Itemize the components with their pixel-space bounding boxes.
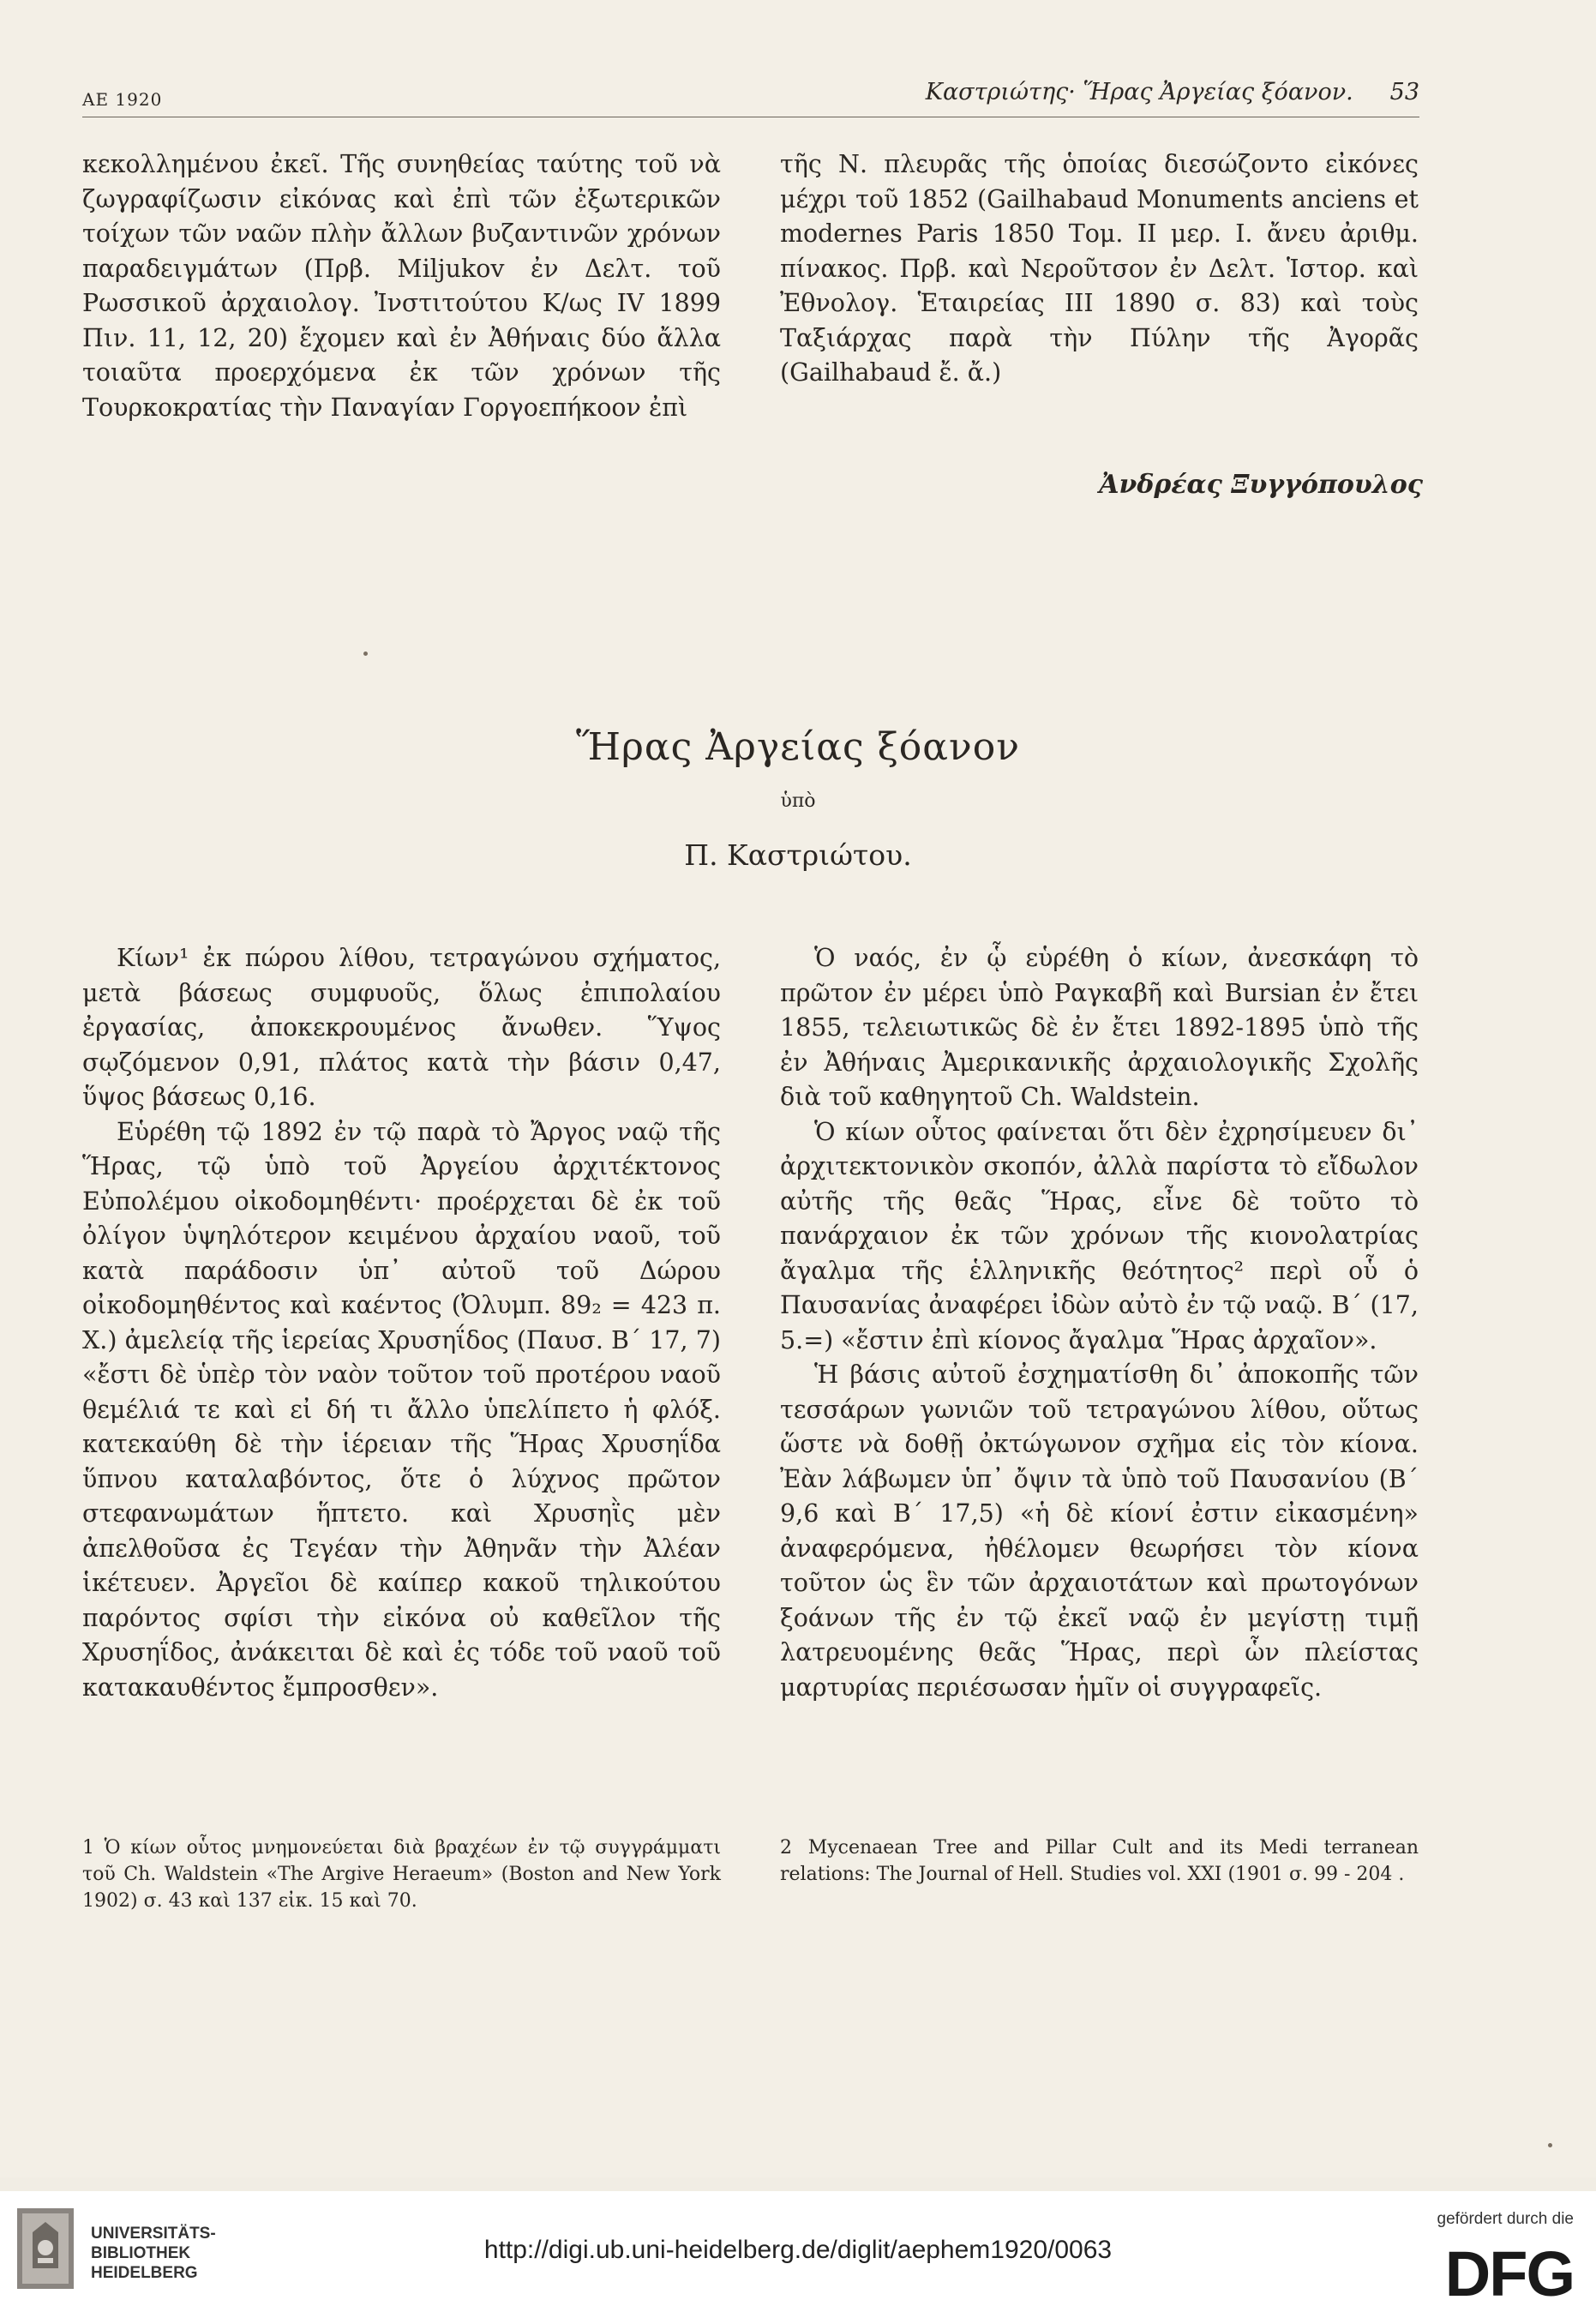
paragraph: κεκολλημένου ἐκεῖ. Τῆς συνηθείας ταύτης τοῦ νὰ ζωγραφίζωσιν εἰκόνας καὶ ἐπὶ τῶν ἐξωτερικῶν τοίχων τῶν ναῶν πλὴν ἄλλων βυζαντινῶν χρόνων παραδειγμάτων (Πρβ. Miljukov ἐν Δελτ. τοῦ Ρωσσικοῦ ἀρχαιολογ. Ἰνστιτούτου Κ/ως IV 1899 Πιν. 11, 12, 20) ἔχομεν καὶ ἐν Ἀθήναις δύο ἄλλα τοιαῦτα προερχόμενα ἐκ τῶν χρόνων τῆς Τουρκοκρατίας τὴν Παναγίαν Γοργοεπήκοον ἐπὶ [82,150,721,422]
running-header [82,79,1419,117]
digitization-footer [0,2191,1596,2324]
article-author: Π. Καστριώτου. [684,838,912,872]
speck [1548,2143,1552,2147]
footnote-2: 2 Mycenaean Tree and Pillar Cult and its Medi terranean relations: The Journal of Hell. Studies vol. XXI (1901 σ. 99 - 204 . [780,1837,1419,1885]
journal-label: ΑΕ 1920 [82,89,163,110]
paragraph: Ὁ κίων οὗτος φαίνεται ὅτι δὲν ἐχρησίμευεν δι᾽ ἀρχιτεκτονικὸν σκοπόν, ἀλλὰ παρίστα τὸ εἴδωλον αὐτῆς τῆς θεᾶς Ἥρας, εἶνε δὲ τοῦτο τὸ πανάρχαιον ἐκ τῶν χρόνων τῆς κιονολατρίας ἄγαλμα τῆς ἑλληνικῆς θεότητος² περὶ οὗ ὁ Παυσανίας ἀναφέρει ἰδὼν αὐτὸ ἐν τῷ ναῷ. Β´ (17, 5.=) «ἔστιν ἐπὶ κίονος ἄγαλμα Ἥρας ἀρχαῖον». [780,1117,1419,1354]
library-line: HEIDELBERG [91,2264,198,2282]
speck [363,652,368,656]
library-line: BIBLIOTHEK [91,2244,191,2262]
footnote-1: 1 Ὁ κίων οὗτος μνημονεύεται διὰ βραχέων ἐν τῷ συγγράμματι τοῦ Ch. Waldstein «The Argive Heraeum» (Boston and New York 1902) σ. 43 καὶ 137 εἰκ. 15 καὶ 70. [82,1837,721,1912]
library-line: UNIVERSITÄTS- [91,2225,216,2243]
funded-by-label: gefördert durch die [1437,2210,1574,2228]
running-title [926,79,1419,105]
top-right-column [780,147,1419,391]
top-left-column [82,147,721,425]
paragraph: τῆς Ν. πλευρᾶς τῆς ὁποίας διεσώζοντο εἰκόνες μέχρι τοῦ 1852 (Gailhabaud Monuments anciens et modernes Paris 1850 Τομ. II μερ. I. ἄνευ ἀριθμ. πίνακος. Πρβ. καὶ Νεροῦτσον ἐν Δελτ. Ἱστορ. καὶ Ἐθνολογ. Ἑταιρείας III 1890 σ. 83) καὶ τοὺς Ταξιάρχας παρὰ τὴν Πύλην τῆς Ἀγορᾶς (Gailhabaud ἔ. ἄ.) [780,150,1419,387]
dfg-logo: DFG [1444,2238,1574,2309]
running-title-text: Καστριώτης· Ἥρας Ἀργείας ξόανον. [925,79,1353,105]
page-number: 53 [1389,79,1419,105]
article-title: Ἥρας Ἀργείας ξόανον [576,725,1020,769]
body-left-column [82,941,721,1705]
paragraph: Ὁ ναός, ἐν ᾧ εὑρέθη ὁ κίων, ἀνεσκάφη τὸ πρῶτον ἐν μέρει ὑπὸ Ραγκαβῆ καὶ Bursian ἐν ἔτει 1855, τελειωτικῶς δὲ ἐν ἔτει 1892-1895 ὑπὸ τῆς ἐν Ἀθήναις Ἀμερικανικῆς ἀρχαιολογικῆς Σχολῆς διὰ τοῦ καθηγητοῦ Ch. Waldstein. [780,944,1419,1111]
paragraph: Ἡ βάσις αὐτοῦ ἐσχηματίσθη δι᾽ ἀποκοπῆς τῶν τεσσάρων γωνιῶν τοῦ τετραγώνου λίθου, οὕτως ὥστε νὰ δοθῇ ὀκτώγωνον σχῆμα εἰς τὸν κίονα. Ἐὰν λάβωμεν ὑπ᾽ ὄψιν τὰ ὑπὸ τοῦ Παυσανίου (Β´ 9,6 καὶ Β´ 17,5) «ἡ δὲ κίονί ἐστιν εἰκασμένη» ἀναφερόμενα, ἠθέλομεν θεωρήσει τὸν κίονα τοῦτον ὡς ἓν τῶν ἀρχαιοτάτων καὶ πρωτογόνων ξοάνων τῆς ἐν τῷ ἐκεῖ ναῷ ἐν μεγίστῃ τιμῇ λατρευομένης θεᾶς Ἥρας, περὶ ὧν πλείστας μαρτυρίας περιέσωσαν ἡμῖν οἱ συγγραφεῖς. [780,1360,1419,1702]
body-right-column [780,941,1419,1705]
article-by: ὑπὸ [780,790,816,812]
paragraph: Κίων¹ ἐκ πώρου λίθου, τετραγώνου σχήματος, μετὰ βάσεως συμφυοῦς, ὅλως ἐπιπολαίου ἐργασίας, ἀποκεκρουμένος ἄνωθεν. Ὕψος σῳζόμενον 0,91, πλάτος κατὰ τὴν βάσιν 0,47, ὕψος βάσεως 0,16. [82,944,721,1111]
author-signature: Ἀνδρέας Ξυγγόπουλος [1099,470,1423,500]
permalink-url[interactable]: http://digi.ub.uni-heidelberg.de/diglit/aephem1920/0063 [483,2236,1113,2264]
paragraph: Εὑρέθη τῷ 1892 ἐν τῷ παρὰ τὸ Ἄργος ναῷ τῆς Ἥρας, τῷ ὑπὸ τοῦ Ἀργείου ἀρχιτέκτονος Εὐπολέμου οἰκοδομηθέντι· προέρχεται δὲ ἐκ τοῦ ὀλίγον ὑψηλότερον κειμένου ἀρχαίου ναοῦ, τοῦ κατὰ παράδοσιν ὑπ᾽ αὐτοῦ τοῦ Δώρου οἰκοδομηθέντος καὶ καέντος (Ὀλυμπ. 89₂ = 423 π. Χ.) ἀμελείᾳ τῆς ἱερείας Χρυσηΐδος (Παυσ. Β´ 17, 7) «ἔστι δὲ ὑπὲρ τὸν ναὸν τοῦτον τοῦ προτέρου ναοῦ θεμέλιά τε καὶ εἰ δή τι ἄλλο ὑπελίπετο ἡ φλόξ. κατεκαύθη δὲ τὴν ἱέρειαν τῆς Ἥρας Χρυσηΐδα ὕπνου καταλαβόντος, ὅτε ὁ λύχνος πρῶτον στεφανωμάτων ἥπτετο. καὶ Χρυσηῒς μὲν ἀπελθοῦσα ἐς Τεγέαν τὴν Ἀθηνᾶν τὴν Ἀλέαν ἱκέτευεν. Ἀργεῖοι δὲ καίπερ κακοῦ τηλικούτου παρόντος σφίσι τὴν εἰκόνα οὐ καθεῖλον τῆς Χρυσηΐδος, ἀνάκειται δὲ καὶ ἐς τόδε τοῦ ναοῦ τοῦ κατακαυθέντος ἔμπροσθεν». [82,1117,721,1702]
